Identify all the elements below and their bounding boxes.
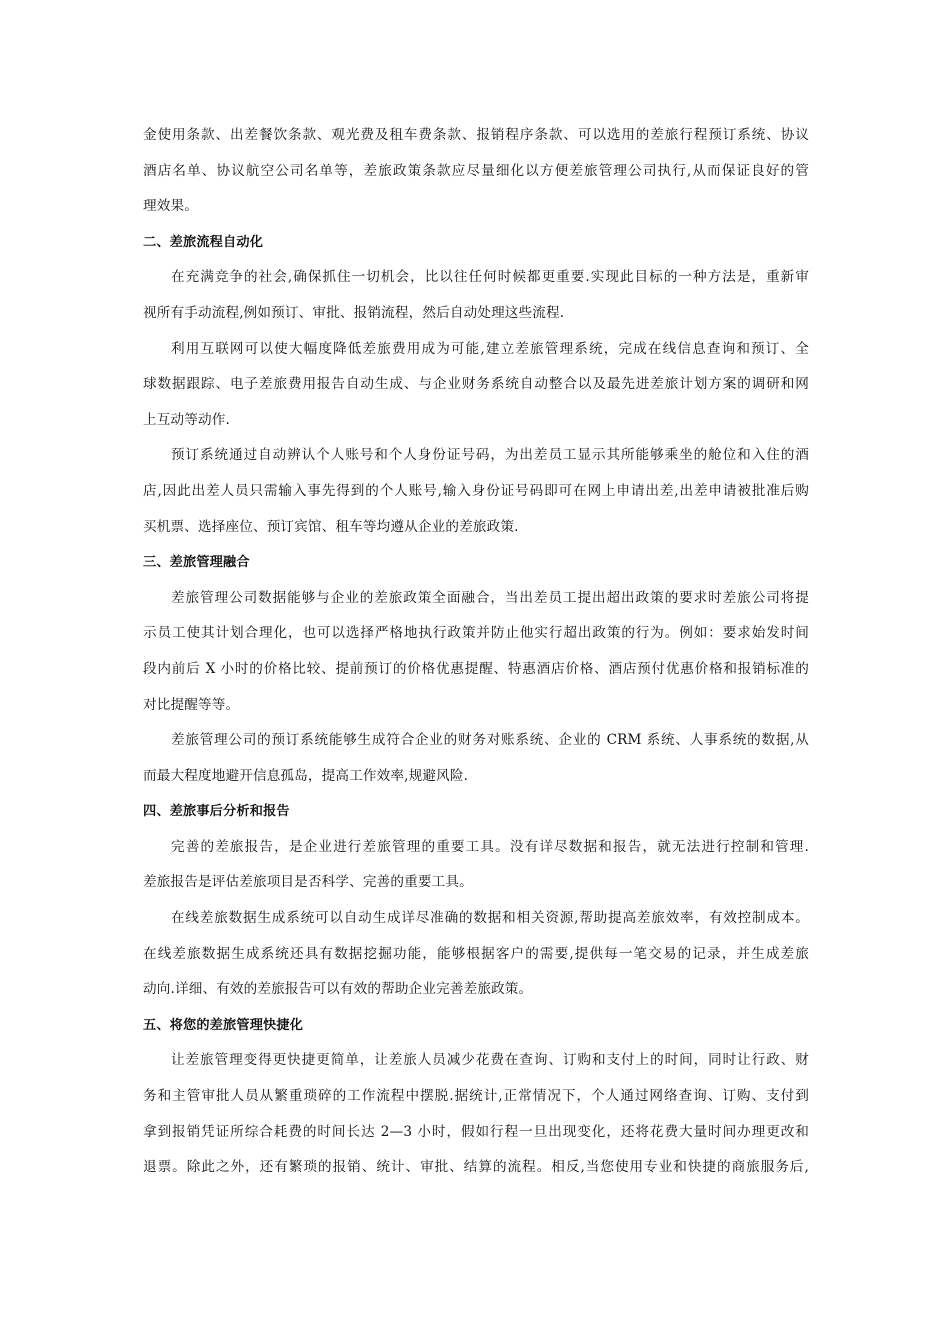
paragraph-line: 预订系统通过自动辨认个人账号和个人身份证号码，为出差员工显示其所能够乘坐的舱位和入住的酒: [171, 447, 809, 464]
paragraph-line: 差旅管理公司的预订系统能够生成符合企业的财务对账系统、企业的 CRM 系统、人事系统的数据,从: [171, 732, 809, 749]
paragraph-line: 金使用条款、出差餐饮条款、观光费及租车费条款、报销程序条款、可以选用的差旅行程预订系统、协议: [143, 127, 809, 143]
paragraph-line: 在线差旅数据生成系统还具有数据挖掘功能，能够根据客户的需要,提供每一笔交易的记录，并生成差旅: [143, 945, 809, 962]
document-body: [143, 118, 809, 1186]
paragraph-line: 理效果。: [143, 198, 198, 215]
document-page: [143, 118, 809, 1186]
paragraph-line: 利用互联网可以使大幅度降低差旅费用成为可能,建立差旅管理系统，完成在线信息查询和预订、全: [171, 340, 809, 357]
paragraph-line: 段内前后 X 小时的价格比较、提前预订的价格优惠提醒、特惠酒店价格、酒店预付优惠价格和报销标准的: [143, 660, 809, 677]
paragraph-line: 务和主管审批人员从繁重琐碎的工作流程中摆脱.据统计,正常情况下，个人通过网络查询、订购、支付到: [143, 1088, 809, 1105]
paragraph-line: 在线差旅数据生成系统可以自动生成详尽准确的数据和相关资源,帮助提高差旅效率，有效控制成本。: [171, 910, 809, 927]
section-heading: 三、差旅管理融合: [143, 555, 250, 571]
paragraph-line: 动向.详细、有效的差旅报告可以有效的帮助企业完善差旅政策。: [143, 981, 533, 998]
paragraph-line: 退票。除此之外，还有繁琐的报销、统计、审批、结算的流程。相反,当您使用专业和快捷的商旅服务后,: [143, 1159, 809, 1176]
paragraph-line: 视所有手动流程,例如预订、审批、报销流程，然后自动处理这些流程.: [143, 304, 565, 321]
paragraph-line: 示员工使其计划合理化，也可以选择严格地执行政策并防止他实行超出政策的行为。例如：要求始发时间: [143, 625, 809, 642]
paragraph-line: 在充满竞争的社会,确保抓住一切机会，比以往任何时候都更重要.实现此目标的一种方法是，重新审: [171, 269, 809, 286]
paragraph-line: 店,因此出差人员只需输入事先得到的个人账号,输入身份证号码即可在网上申请出差,出差申请被批准后购: [143, 482, 809, 499]
paragraph-line: 买机票、选择座位、预订宾馆、租车等均遵从企业的差旅政策.: [143, 518, 519, 535]
paragraph-line: 差旅报告是评估差旅项目是否科学、完善的重要工具。: [143, 874, 473, 891]
section-heading: 四、差旅事后分析和报告: [143, 804, 290, 820]
section-heading: 五、将您的差旅管理快捷化: [143, 1017, 304, 1033]
paragraph-line: 球数据跟踪、电子差旅费用报告自动生成、与企业财务系统自动整合以及最先进差旅计划方案的调研和网: [143, 376, 809, 393]
paragraph-line: 上互动等动作.: [143, 411, 230, 428]
paragraph-line: 而最大程度地避开信息孤岛，提高工作效率,规避风险.: [143, 767, 469, 784]
paragraph-line: 让差旅管理变得更快捷更简单，让差旅人员减少花费在查询、订购和支付上的时间，同时让行政、财: [171, 1052, 809, 1069]
paragraph-line: 完善的差旅报告，是企业进行差旅管理的重要工具。没有详尽数据和报告，就无法进行控制和管理.: [171, 838, 809, 855]
paragraph-line: 酒店名单、协议航空公司名单等，差旅政策条款应尽量细化以方便差旅管理公司执行,从而保证良好的管: [143, 162, 809, 179]
paragraph-line: 拿到报销凭证所综合耗费的时间长达 2—3 小时，假如行程一旦出现变化，还将花费大量时间办理更改和: [143, 1123, 809, 1140]
paragraph-line: 差旅管理公司数据能够与企业的差旅政策全面融合，当出差员工提出超出政策的要求时差旅公司将提: [171, 589, 809, 606]
section-heading: 二、差旅流程自动化: [143, 234, 264, 250]
paragraph-line: 对比提醒等等。: [143, 696, 240, 713]
